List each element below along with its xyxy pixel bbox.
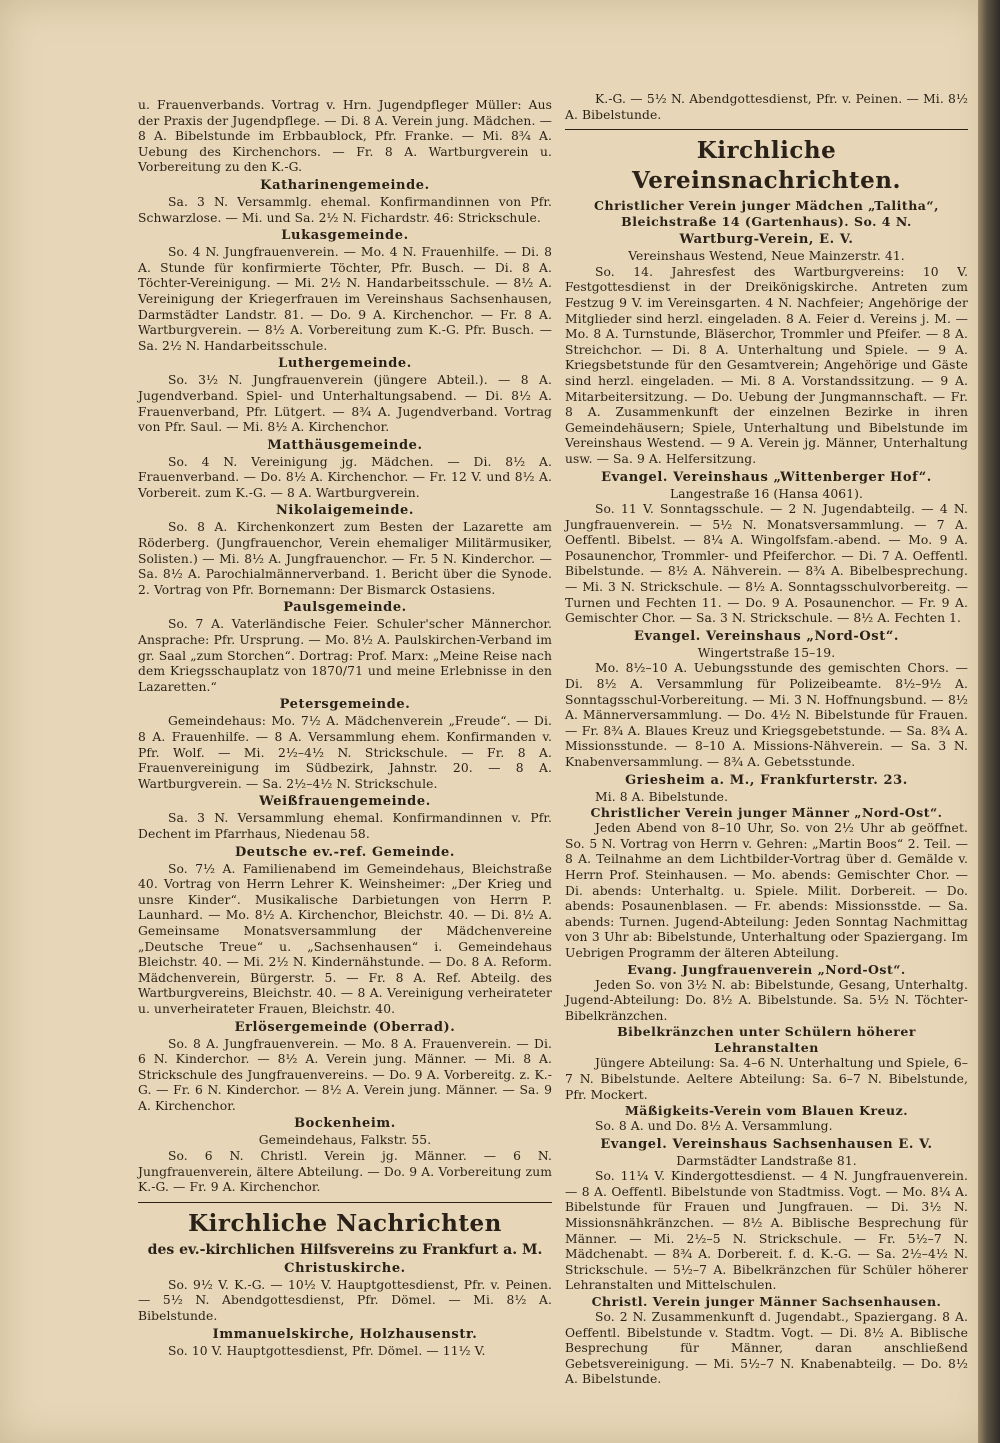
section-heading: Griesheim a. M., Frankfurterstr. 23. xyxy=(625,772,908,788)
paragraph: So. 7½ A. Familienabend im Gemeindehaus, Bleichstraße 40. Vortrag von Herrn Lehrer K. Weinsheimer: „Der Krieg und unsre Kinder“. Musikalische Darbietungen von Herrn P. Launhard. — Mo. 8½ A. Kirchenchor, Bleichstr. 40. — Di. 8½ A. Gemeinsame Monatsversammlung der Mädchenvereine „Deutsche Treue“ u. „Sachsenhausen“ i. Gemeindehaus Bleichstr. 40. — Mi. 2½ N. Kindernähstunde. — Do. 8 A. Reform. Mädchenverein, Bürgerstr. 5. — Fr. 8 A. Ref. Abteilg. des Wartburgvereins, Bleichstr. 40. — 8 A. Vereinigung verheirateter u. unverheirateter Frauen, Bleichstr. 40. xyxy=(138,861,552,1016)
paragraph: So. 6 N. Christl. Verein jg. Männer. — 6 N. Jungfrauenverein, ältere Abteilung. — Do. 9 A. Vorbereitung zum K.-G. — Fr. 9 A. Kirchenchor. xyxy=(138,1149,552,1195)
section-heading: Bibelkränzchen unter Schülern höherer Lehranstalten xyxy=(617,1024,916,1056)
paragraph: Jeden So. von 3½ N. ab: Bibelstunde, Gesang, Unterhaltg. Jugend-Abteilung: Do. 8½ A. Bibelstunde. Sa. 5½ N. Töchter-Bibelkränzchen. xyxy=(565,977,968,1023)
section-heading: Erlösergemeinde (Oberrad). xyxy=(234,1019,456,1035)
paragraph: So. 2 N. Zusammenkunft d. Jugendabt., Spaziergang. 8 A. Oeffentl. Bibelstunde v. Stadtm. Vogt. — Di. 8½ A. Biblische Besprechung für Männer, daran anschließend Gebetsvereinigung. — Mi. 5½–7 N. Knabenabteilg. — Do. 8½ A. Bibelstunde. xyxy=(565,1310,968,1387)
section-heading: Christl. Verein junger Männer Sachsenhausen. xyxy=(591,1294,942,1310)
section-heading: Evang. Jungfrauenverein „Nord-Ost“. xyxy=(627,961,906,977)
paragraph: So. 9½ V. K.-G. — 10½ V. Hauptgottesdienst, Pfr. v. Peinen. — 5½ N. Abendgottesdienst, Pfr. Dömel. — Mi. 8½ A. Bibelstunde. xyxy=(138,1277,552,1324)
section-heading: Katharinengemeinde. xyxy=(260,177,430,193)
book-edge xyxy=(978,0,1000,1443)
address-line: Darmstädter Landstraße 81. xyxy=(676,1153,857,1168)
section-heading: Evangel. Vereinshaus „Nord-Ost“. xyxy=(633,628,900,644)
paragraph: Mo. 8½–10 A. Uebungsstunde des gemischten Chors. — Di. 8½ A. Versammlung für Polizeibeamte. 8½–9½ A. Sonntagsschul-Vorbereitung. — Mi. 3 N. Hoffnungsbund. — 8½ A. Männerversammlung. — Do. 4½ N. Bibelstunde für Frauen. — Fr. 8¾ A. Blaues Kreuz und Kriegsgebetstunde. — Sa. 8¾ A. Missionsstunde. — 8–10 A. Missions-Nähverein. — Sa. 3 N. Knabenversammlung. — 8¾ A. Gebetsstunde. xyxy=(565,661,968,769)
right-column xyxy=(565,92,968,1388)
paragraph: Jüngere Abteilung: Sa. 4–6 N. Unterhaltung und Spiele, 6–7 N. Bibelstunde. Aeltere Abteilung: Sa. 6–7 N. Bibelstunde, Pfr. Mockert. xyxy=(565,1056,968,1102)
section-heading: Mäßigkeits-Verein vom Blauen Kreuz. xyxy=(624,1103,909,1119)
paragraph: Gemeindehaus: Mo. 7½ A. Mädchenverein „Freude“. — Di. 8 A. Frauenhilfe. — 8 A. Versammlung ehem. Konfirmanden v. Pfr. Wolf. — Mi. 2½–4½ N. Strickschule. — Fr. 8 A. Frauenvereinigung im Südbezirk, Jahnstr. 20. — 8 A. Wartburgverein. — Sa. 2½–4½ N. Strickschule. xyxy=(138,714,552,791)
left-column xyxy=(138,98,552,1359)
section-heading: Weißfrauengemeinde. xyxy=(259,794,431,810)
section-heading: Matthäusgemeinde. xyxy=(267,437,423,453)
paragraph: So. 8 A. und Do. 8½ A. Versammlung. xyxy=(595,1119,833,1134)
section-heading: Deutsche ev.-ref. Gemeinde. xyxy=(234,844,456,860)
paragraph: So. 14. Jahresfest des Wartburgvereins: 10 V. Festgottesdienst in der Dreikönigskirche. Antreten zum Festzug 9 V. im Vereinsgarten. 4 N. Nachfeier; Angehörige der Mitglieder sind herzl. eingeladen. 8 A. Feier d. Vereins j. M. — Mo. 8 A. Turnstunde, Bläserchor, Trommler und Pfeifer. — 8 A. Streichchor. — Di. 8 A. Unterhaltung und Spiele. — 9 A. Kriegsbetstunde für den Gesamtverein; Angehörige und Gäste sind herzl. eingeladen. — Mi. 8 A. Vorstandssitzung. — 9 A. Mitarbeitersitzung. — Do. Uebung der Jungmannschaft. — Fr. 8 A. Zusammenkunft der einzelnen Bezirke in ihren Gemeindehäusern; Spiele, Unterhaltung und Bibelstunde im Vereinshaus Westend. — 9 A. Verein jg. Männer, Unterhaltung usw. — Sa. 9 A. Helfersitzung. xyxy=(565,264,968,466)
section-heading: Evangel. Vereinshaus „Wittenberger Hof“. xyxy=(601,469,932,485)
paragraph: K.-G. — 5½ N. Abendgottesdienst, Pfr. v. Peinen. — Mi. 8½ A. Bibelstunde. xyxy=(565,92,968,122)
section-heading: Evangel. Vereinshaus Sachsenhausen E. V. xyxy=(600,1136,933,1152)
main-title: Kirchliche Nachrichten xyxy=(188,1209,502,1237)
paragraph: So. 3½ N. Jungfrauenverein (jüngere Abteil.). — 8 A. Jugendverband. Spiel- und Unterhaltungsabend. — Di. 8½ A. Frauenverband, Pfr. Lütgert. — 8¾ A. Jugendverband. Vortrag von Pfr. Saul. — Mi. 8½ A. Kirchenchor. xyxy=(138,373,552,435)
section-heading: Christuskirche. xyxy=(284,1260,406,1276)
main-title: Kirchliche Vereinsnachrichten. xyxy=(632,137,901,195)
paragraph: u. Frauenverbands. Vortrag v. Hrn. Jugendpfleger Müller: Aus der Praxis der Jugendpflege. — Di. 8 A. Verein jung. Mädchen. — 8 A. Bibelstunde im Erbbaublock, Pfr. Franke. — Mi. 8¾ A. Uebung des Kirchenchors. — Fr. 8 A. Wartburgverein u. Vorbereitung zu den K.-G. xyxy=(138,98,552,175)
paragraph: So. 10 V. Hauptgottesdienst, Pfr. Dömel. — 11½ V. xyxy=(168,1343,486,1358)
paragraph: Sa. 3 N. Versammlg. ehemal. Konfirmandinnen von Pfr. Schwarzlose. — Mi. und Sa. 2½ N. Fichardstr. 46: Strickschule. xyxy=(138,194,552,225)
paragraph: So. 11¼ V. Kindergottesdienst. — 4 N. Jungfrauenverein. — 8 A. Oeffentl. Bibelstunde von Stadtmiss. Vogt. — Mo. 8¼ A. Bibelstunde für Frauen und Jungfrauen. — Di. 3½ N. Missionsnähkränzchen. — 8½ A. Biblische Besprechung für Männer. — Mi. 2½–5 N. Strickschule. — Fr. 5½–7 N. Mädchenabt. — 8¾ A. Dorbereit. f. d. K.-G. — Sa. 2½–4½ N. Strickschule. — 5½–7 A. Bibelkränzchen für Schüler höherer Lehranstalten und Mittelschulen. xyxy=(565,1169,968,1293)
divider xyxy=(565,129,968,130)
paragraph: Sa. 3 N. Versammlung ehemal. Konfirmandinnen v. Pfr. Dechent im Pfarrhaus, Niedenau 58. xyxy=(138,811,552,841)
section-heading: Lukasgemeinde. xyxy=(281,228,409,244)
paragraph: Jeden Abend von 8–10 Uhr, So. von 2½ Uhr ab geöffnet. So. 5 N. Vortrag von Herrn v. Gehren: „Martin Boos“ 2. Teil. — 8 A. Teilnahme an dem Lichtbilder-Vortrag über d. Gemälde v. Herrn Prof. Steinhausen. — Mo. abends: Gemischter Chor. — Di. abends: Unterhaltg. u. Spiele. Milit. Dorbereit. — Do. abends: Posaunenblasen. — Fr. abends: Missionsstde. — Sa. abends: Turnen. Jugend-Abteilung: Jeden Sonntag Nachmittag von 3 Uhr ab: Bibelstunde, Unterhaltung oder Spaziergang. Im Uebrigen Programm der älteren Abteilung. xyxy=(565,821,968,960)
paragraph: So. 4 N. Jungfrauenverein. — Mo. 4 N. Frauenhilfe. — Di. 8 A. Stunde für konfirmierte Töchter, Pfr. Busch. — Di. 8 A. Töchter-Vereinigung. — Mi. 2½ N. Handarbeitsschule. — 8½ A. Vereinigung der Kriegerfrauen im Vereinshaus Sachsenhausen, Darmstädter Landstr. 81. — Do. 9 A. Kirchenchor. — Fr. 8 A. Wartburgverein. — 8½ A. Vorbereitung zum K.-G. Pfr. Busch. — Sa. 2½ N. Handarbeitsschule. xyxy=(138,245,552,353)
address-line: Gemeindehaus, Falkstr. 55. xyxy=(258,1133,432,1148)
paragraph: So. 8 A. Jungfrauenverein. — Mo. 8 A. Frauenverein. — Di. 6 N. Kinderchor. — 8½ A. Verein jung. Männer. — Mi. 8 A. Strickschule des Jungfrauenvereins. — Do. 9 A. Vorbereitg. z. K.-G. — Fr. 6 N. Kinderchor. — 8½ A. Verein jung. Männer. — Sa. 9 A. Kirchenchor. xyxy=(138,1036,552,1113)
paragraph: Mi. 8 A. Bibelstunde. xyxy=(595,789,729,804)
section-heading: Nikolaigemeinde. xyxy=(275,503,415,519)
address-line: Vereinshaus Westend, Neue Mainzerstr. 41. xyxy=(628,249,905,264)
paragraph: So. 4 N. Vereinigung jg. Mädchen. — Di. 8½ A. Frauenverband. — Do. 8½ A. Kirchenchor. — Fr. 12 V. und 8½ A. Vorbereit. zum K.-G. — 8 A. Wartburgverein. xyxy=(138,454,552,500)
section-heading: Wartburg-Verein, E. V. xyxy=(679,232,854,248)
section-heading: Christlicher Verein junger Mädchen „Talitha“, Bleichstraße 14 (Gartenhaus). So. 4 N. xyxy=(594,198,939,230)
section-heading: Christlicher Verein junger Männer „Nord-Ost“. xyxy=(590,805,943,821)
section-heading: Bockenheim. xyxy=(294,1116,396,1132)
divider xyxy=(138,1202,552,1203)
address-line: Wingertstraße 15–19. xyxy=(697,645,836,660)
paragraph: So. 11 V. Sonntagsschule. — 2 N. Jugendabteilg. — 4 N. Jungfrauenverein. — 5½ N. Monatsversammlung. — 7 A. Oeffentl. Bibelst. — 8¼ A. Wingolfsfam.-abend. — Mo. 9 A. Posaunenchor, Trommler- und Pfeiferchor. — Di. 7 A. Oeffentl. Bibelstunde. — 8½ A. Nähverein. — 8¾ A. Bibelbesprechung. — Mi. 3 N. Strickschule. — 8½ A. Sonntagsschulvorbereitg. — Turnen und Fechten 11. — Do. 9 A. Posaunenchor. — Fr. 9 A. Gemischter Chor. — Sa. 3 N. Strickschule. — 8½ A. Fechten 1. xyxy=(565,502,968,626)
paragraph: So. 7 A. Vaterländische Feier. Schuler'scher Männerchor. Ansprache: Pfr. Ursprung. — Mo. 8½ A. Paulskirchen-Verband im gr. Saal „zum Storchen“. Dortrag: Prof. Marx: „Meine Reise nach dem Kriegsschauplatz von 1870/71 und meine Erlebnisse in den Lazaretten.“ xyxy=(138,617,552,694)
section-heading: Paulsgemeinde. xyxy=(283,600,407,616)
section-heading: Luthergemeinde. xyxy=(278,356,412,372)
section-heading: Immanuelskirche, Holzhausenstr. xyxy=(212,1326,478,1342)
section-heading: Petersgemeinde. xyxy=(279,697,411,713)
main-subtitle: des ev.-kirchlichen Hilfsvereins zu Frankfurt a. M. xyxy=(147,1241,543,1258)
paragraph: So. 8 A. Kirchenkonzert zum Besten der Lazarette am Röderberg. (Jungfrauenchor, Verein ehemaliger Militärmusiker, Solisten.) — Mi. 8½ A. Jungfrauenchor. — Fr. 5 N. Kinderchor. — Sa. 8½ A. Parochialmännerverband. 1. Bericht über die Synode. 2. Vortrag von Pfr. Bornemann: Der Bismarck Ostasiens. xyxy=(138,520,552,597)
address-line: Langestraße 16 (Hansa 4061). xyxy=(669,486,864,501)
